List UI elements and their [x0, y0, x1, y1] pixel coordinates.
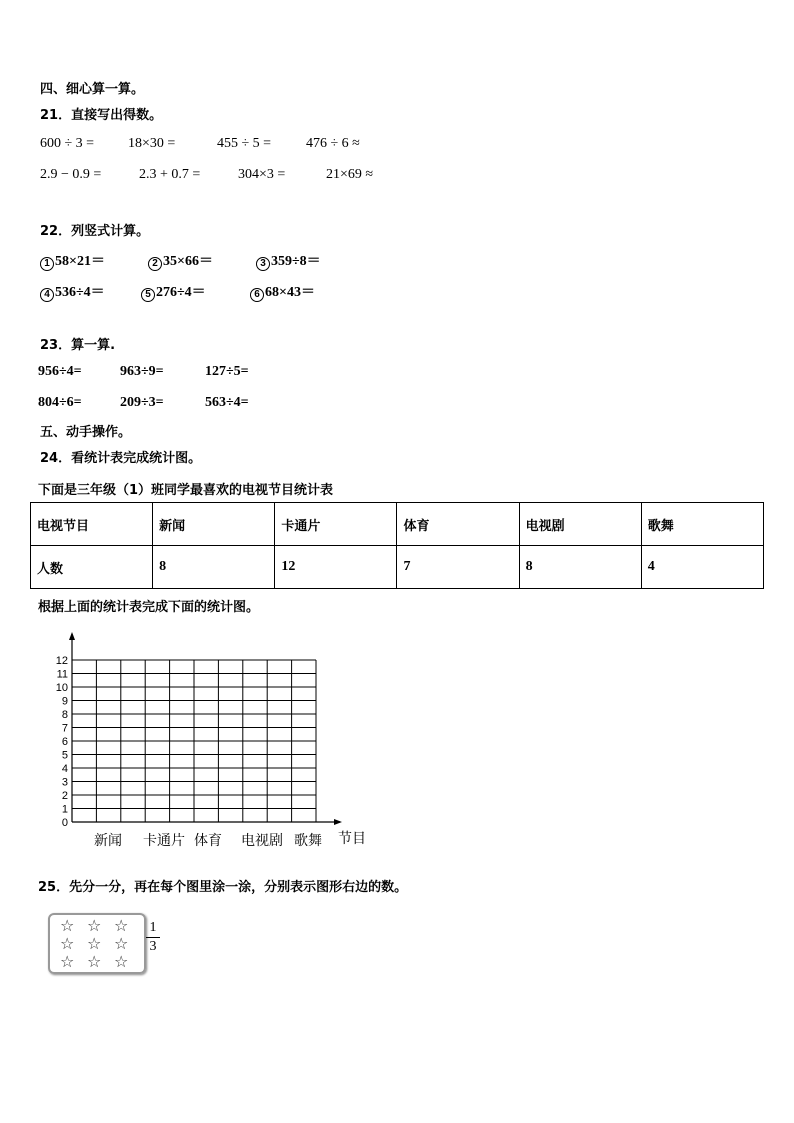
y-tick-label: 11 — [56, 668, 68, 681]
fraction-denominator: 3 — [149, 939, 157, 954]
fraction — [146, 920, 160, 955]
q22-expr: 276÷4＝ — [156, 285, 206, 300]
y-tick-label: 8 — [61, 709, 68, 721]
y-tick-label: 6 — [61, 736, 68, 748]
q21-item: 2.3 + 0.7 = — [139, 167, 201, 182]
fraction-numerator: 1 — [149, 920, 157, 935]
q22-expr: 68×43＝ — [265, 285, 315, 300]
y-tick-label: 4 — [61, 763, 68, 775]
q23-item: 963÷9= — [120, 364, 164, 379]
y-tick-label: 0 — [61, 817, 68, 829]
table-cell: 新闻 — [153, 503, 275, 546]
star-icon: ☆ — [87, 934, 102, 953]
table-caption: 下面是三年级（1）班同学最喜欢的电视节目统计表 — [38, 483, 334, 498]
section-5-title: 五、动手操作。 — [40, 425, 132, 440]
q21-item: 600 ÷ 3 = — [40, 136, 95, 151]
y-tick-label: 3 — [61, 776, 68, 789]
circled-number: 4 — [40, 288, 54, 302]
table-cell: 8 — [519, 546, 641, 589]
star-icon: ☆ — [60, 916, 75, 935]
q21-item: 476 ÷ 6 ≈ — [306, 136, 360, 151]
q22-title: 22．列竖式计算。 — [40, 224, 150, 239]
fraction-bar — [146, 937, 160, 938]
q22-expr: 58×21＝ — [55, 254, 105, 269]
q25-title: 25．先分一分，再在每个图里涂一涂，分别表示图形右边的数。 — [38, 880, 408, 895]
star-group-box — [48, 913, 146, 974]
q23-item: 127÷5= — [205, 364, 249, 379]
table-cell: 7 — [397, 546, 519, 589]
table-cell: 电视节目 — [31, 503, 153, 546]
table-cell: 卡通片 — [275, 503, 397, 546]
table-cell: 歌舞 — [641, 503, 763, 546]
circled-number: 1 — [40, 257, 54, 271]
q21-item: 455 ÷ 5 = — [217, 136, 272, 151]
q23-item: 563÷4= — [205, 395, 249, 410]
y-tick-label: 7 — [61, 722, 68, 735]
y-tick-label: 5 — [61, 749, 68, 762]
y-tick-label: 10 — [55, 682, 68, 694]
star-icon: ☆ — [114, 952, 129, 971]
q23-item: 956÷4= — [38, 364, 82, 379]
table-cell: 4 — [641, 546, 763, 589]
q23-item: 804÷6= — [38, 395, 82, 410]
q21-item: 304×3 = — [238, 167, 286, 182]
x-category-label: 卡通片 — [143, 833, 185, 849]
table-cell: 电视剧 — [519, 503, 641, 546]
q24-title: 24．看统计表完成统计图。 — [40, 451, 202, 466]
table-cell: 人数 — [31, 546, 153, 589]
x-axis-arrow — [334, 819, 342, 825]
x-category-label: 新闻 — [94, 833, 122, 849]
q22-expr: 35×66＝ — [163, 254, 213, 269]
x-category-label: 体育 — [194, 833, 222, 849]
q21-item: 2.9 − 0.9 = — [40, 167, 102, 182]
q22-expr: 359÷8＝ — [271, 254, 321, 269]
star-icon: ☆ — [60, 952, 75, 971]
q23-title: 23．算一算. — [40, 338, 116, 353]
star-icon: ☆ — [114, 916, 129, 935]
x-category-label: 电视剧 — [241, 833, 283, 849]
q23-item: 209÷3= — [120, 395, 164, 410]
y-tick-label: 12 — [55, 655, 68, 667]
section-4-title: 四、细心算一算。 — [40, 82, 145, 97]
table-cell: 8 — [153, 546, 275, 589]
circled-number: 5 — [141, 288, 155, 302]
star-icon: ☆ — [60, 934, 75, 953]
star-icon: ☆ — [114, 934, 129, 953]
q21-title: 21．直接写出得数。 — [40, 108, 163, 123]
q21-item: 21×69 ≈ — [326, 167, 374, 182]
chart-instruction: 根据上面的统计表完成下面的统计图。 — [38, 600, 260, 615]
star-icon: ☆ — [87, 916, 102, 935]
circled-number: 6 — [250, 288, 264, 302]
q21-item: 18×30 = — [128, 136, 176, 151]
star-icon: ☆ — [87, 952, 102, 971]
table-cell: 12 — [275, 546, 397, 589]
y-tick-label: 2 — [61, 790, 68, 802]
x-category-label: 歌舞 — [294, 833, 322, 849]
circled-number: 2 — [148, 257, 162, 271]
x-axis-label: 节目 — [338, 831, 366, 847]
y-tick-label: 9 — [61, 695, 68, 708]
y-tick-label: 1 — [61, 803, 68, 816]
table-cell: 体育 — [397, 503, 519, 546]
q22-expr: 536÷4＝ — [55, 285, 105, 300]
circled-number: 3 — [256, 257, 270, 271]
y-axis-arrow — [69, 632, 75, 640]
